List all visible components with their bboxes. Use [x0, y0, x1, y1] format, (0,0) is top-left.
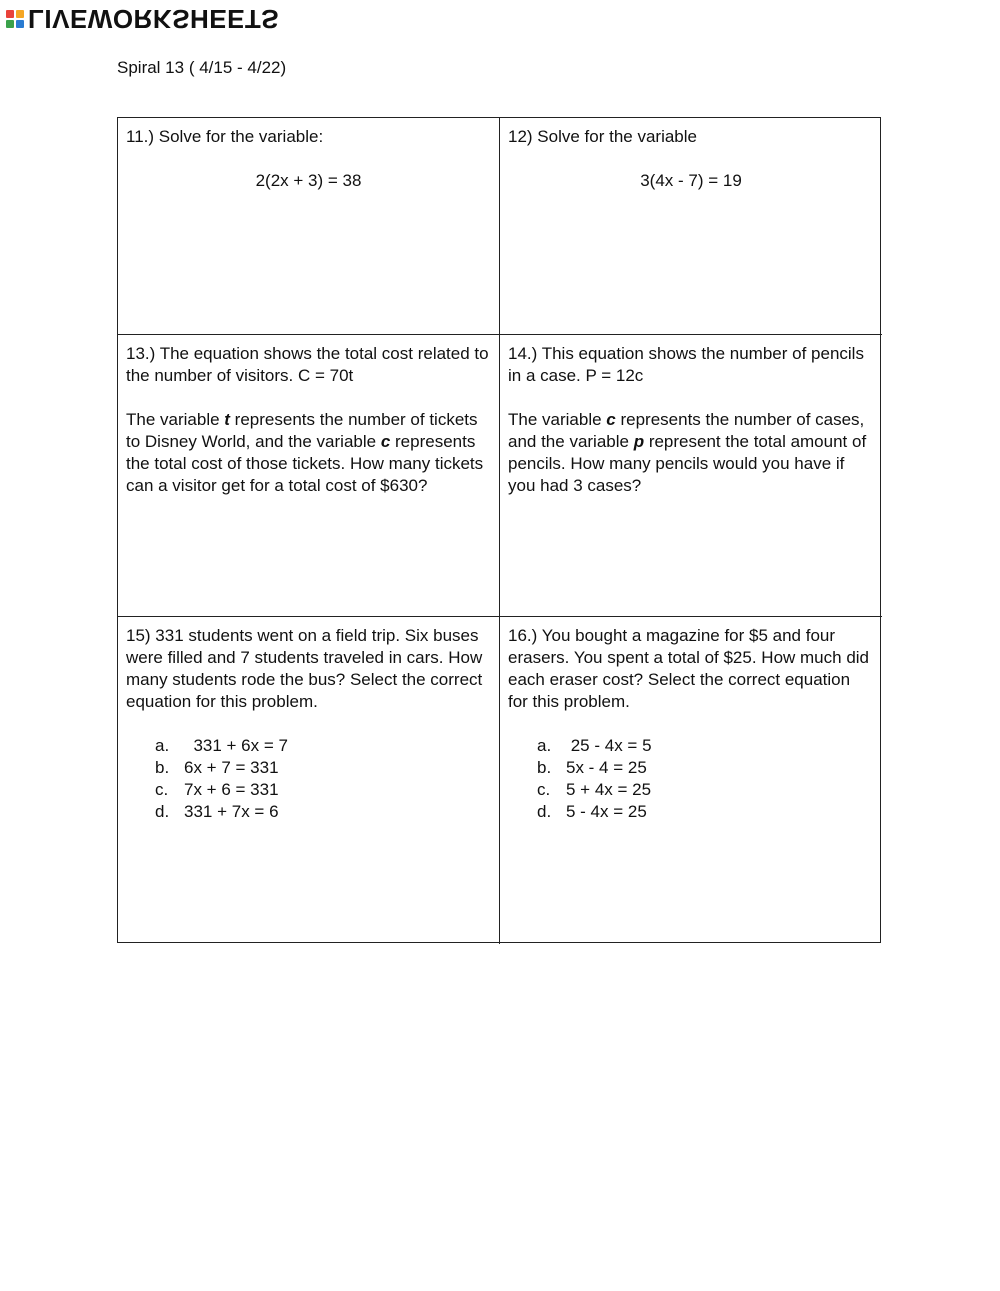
answer-option[interactable]	[537, 735, 874, 757]
logo-block	[6, 20, 14, 28]
problem-13	[118, 335, 500, 617]
logo-blocks-icon	[6, 10, 24, 28]
option-letter: c.	[155, 780, 169, 799]
option-letter: a.	[537, 736, 552, 755]
answer-option[interactable]	[155, 757, 491, 779]
problem-15-options	[126, 735, 491, 823]
problem-15-prompt: 15) 331 students went on a field trip. Six buses were filled and 7 students traveled in cars. How many students rode the bus? Select the correct equation for this problem.	[126, 626, 483, 711]
problem-13-intro: 13.) The equation shows the total cost related to the number of visitors. C = 70t	[126, 344, 489, 385]
option-letter: d.	[537, 802, 552, 821]
problem-14-question	[508, 409, 874, 497]
problem-13-text-a: The variable	[126, 410, 225, 429]
problem-14-intro: 14.) This equation shows the number of pencils in a case. P = 12c	[508, 344, 864, 385]
option-text: 25 - 4x = 5	[566, 736, 652, 755]
option-letter: c.	[537, 780, 551, 799]
worksheet-title: Spiral 13 ( 4/15 - 4/22)	[117, 58, 287, 77]
option-text: 6x + 7 = 331	[184, 758, 279, 777]
problem-12	[500, 118, 882, 335]
problem-14-text-a: The variable	[508, 410, 607, 429]
problem-12-equation: 3(4x - 7) = 19	[640, 171, 742, 190]
problem-16-options	[508, 735, 874, 823]
problem-15	[118, 617, 500, 944]
problem-11-prompt: 11.) Solve for the variable:	[126, 127, 324, 146]
answer-option[interactable]	[537, 801, 874, 823]
logo-block	[16, 10, 24, 18]
option-text: 5 - 4x = 25	[566, 802, 647, 821]
answer-option[interactable]	[537, 779, 874, 801]
problem-14-variable-p: p	[633, 432, 645, 451]
problem-13-question	[126, 409, 491, 497]
problem-14-variable-c: c	[606, 410, 616, 429]
problem-16	[500, 617, 882, 944]
option-text: 7x + 6 = 331	[184, 780, 279, 799]
problem-13-variable-c: c	[380, 432, 391, 451]
problem-11	[118, 118, 500, 335]
answer-option[interactable]	[155, 779, 491, 801]
problem-14-text-c: represent the total amount of pencils. How many pencils would you have if you had 3 cases?	[508, 432, 867, 495]
liveworksheets-logo	[6, 4, 279, 34]
option-text: 5 + 4x = 25	[566, 780, 652, 799]
option-letter: b.	[155, 758, 170, 777]
problem-16-prompt: 16.) You bought a magazine for $5 and four erasers. You spent a total of $25. How much did each eraser cost? Select the correct equation for this problem.	[508, 626, 870, 711]
problem-13-variable-t: t	[224, 410, 230, 429]
problem-12-prompt: 12) Solve for the variable	[508, 127, 697, 146]
logo-block	[16, 20, 24, 28]
option-letter: b.	[537, 758, 552, 777]
option-text: 331 + 7x = 6	[184, 802, 279, 821]
problem-13-text-c: represents the total cost of those tickets. How many tickets can a visitor get for a total cost of $630?	[126, 432, 484, 495]
option-letter: d.	[155, 802, 170, 821]
problem-14	[500, 335, 882, 617]
problem-11-equation: 2(2x + 3) = 38	[255, 171, 362, 190]
option-text: 5x - 4 = 25	[566, 758, 647, 777]
answer-option[interactable]	[155, 801, 491, 823]
problem-grid	[117, 117, 881, 943]
option-letter: a.	[155, 736, 170, 755]
answer-option[interactable]	[537, 757, 874, 779]
logo-text: LIVEWORKSHEETS	[28, 4, 280, 34]
logo-block	[6, 10, 14, 18]
answer-option[interactable]	[155, 735, 491, 757]
problem-13-text-b: represents the number of tickets to Disney World, and the variable	[126, 410, 478, 451]
problem-14-text-b: represents the number of cases, and the variable	[508, 410, 865, 451]
option-text: 331 + 6x = 7	[184, 736, 288, 755]
